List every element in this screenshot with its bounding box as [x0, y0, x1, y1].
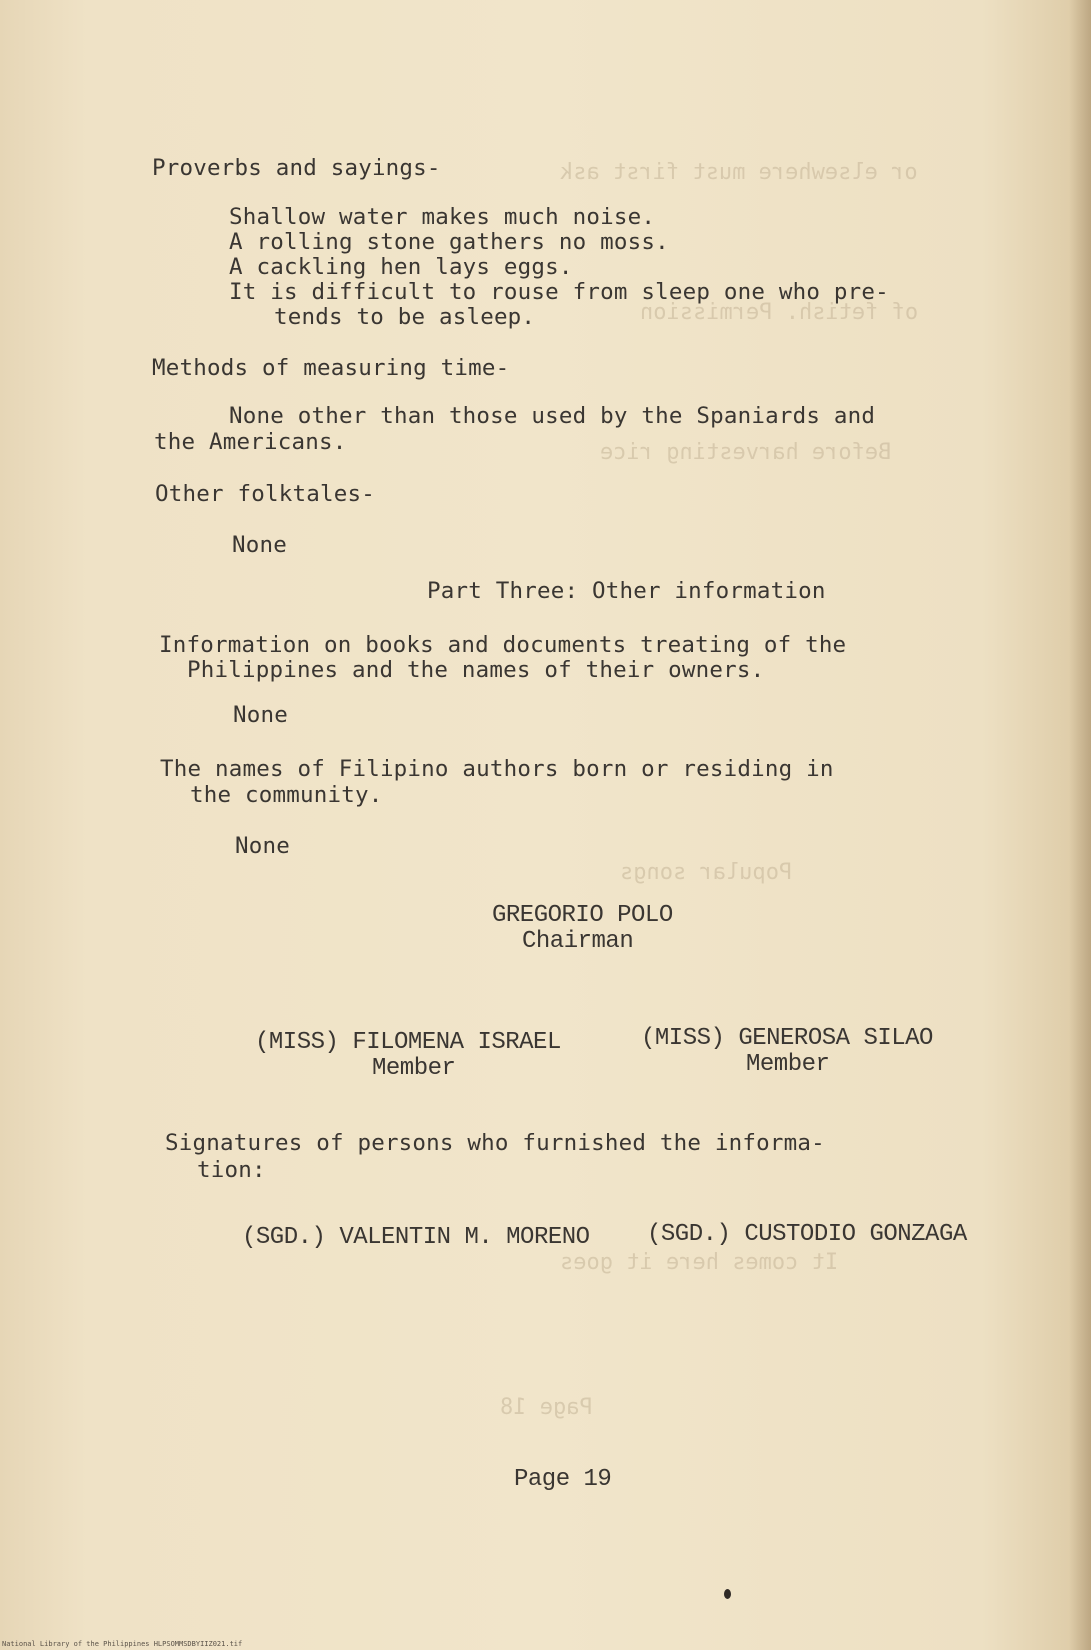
chairman-role: Chairman — [522, 928, 634, 955]
bleed-through: Page 18 — [500, 1395, 593, 1420]
part-three-title: Part Three: Other information — [427, 578, 826, 604]
member-role: Member — [372, 1055, 456, 1082]
page-edge-shadow — [1069, 0, 1091, 1650]
signatures-heading: Signatures of persons who furnished the informa- — [165, 1130, 825, 1156]
proverb-line: It is difficult to rouse from sleep one who pre- — [229, 279, 889, 305]
proverb-line: A cackling hen lays eggs. — [229, 254, 573, 280]
bleed-through: or elsewhere must first ask — [560, 160, 918, 185]
folktales-heading: Other folktales- — [155, 481, 375, 507]
methods-text: the Americans. — [154, 429, 347, 455]
bleed-through: It comes here it goes — [560, 1250, 839, 1275]
folktales-answer: None — [232, 532, 287, 558]
books-answer: None — [233, 702, 288, 728]
page-number: Page 19 — [514, 1466, 612, 1493]
bleed-through: Popular songs — [620, 860, 793, 885]
archive-footer: National Library of the Philippines HLPSOMMSDBYIIZ021.tif — [2, 1640, 243, 1648]
proverb-line: A rolling stone gathers no moss. — [229, 229, 669, 255]
authors-question: the community. — [190, 782, 383, 808]
bleed-through: of fetish. Permission — [640, 300, 919, 325]
proverb-line: tends to be asleep. — [274, 304, 536, 330]
member-name: (MISS) GENEROSA SILAO — [641, 1025, 933, 1052]
ink-speck — [724, 1589, 731, 1599]
books-question: Philippines and the names of their owners. — [187, 657, 765, 683]
bleed-through: Before harvesting rice — [600, 440, 892, 465]
authors-question: The names of Filipino authors born or residing in — [160, 756, 834, 782]
books-question: Information on books and documents treating of the — [159, 632, 847, 658]
methods-text: None other than those used by the Spaniards and — [229, 403, 876, 429]
methods-heading: Methods of measuring time- — [152, 355, 510, 381]
signature-person: (SGD.) VALENTIN M. MORENO — [242, 1224, 590, 1251]
signatures-heading: tion: — [197, 1157, 266, 1183]
authors-answer: None — [235, 833, 290, 859]
signature-person: (SGD.) CUSTODIO GONZAGA — [647, 1221, 967, 1248]
member-role: Member — [746, 1051, 830, 1078]
member-name: (MISS) FILOMENA ISRAEL — [255, 1029, 561, 1056]
chairman-name: GREGORIO POLO — [492, 902, 673, 929]
proverbs-heading: Proverbs and sayings- — [152, 155, 441, 181]
proverb-line: Shallow water makes much noise. — [229, 204, 656, 230]
